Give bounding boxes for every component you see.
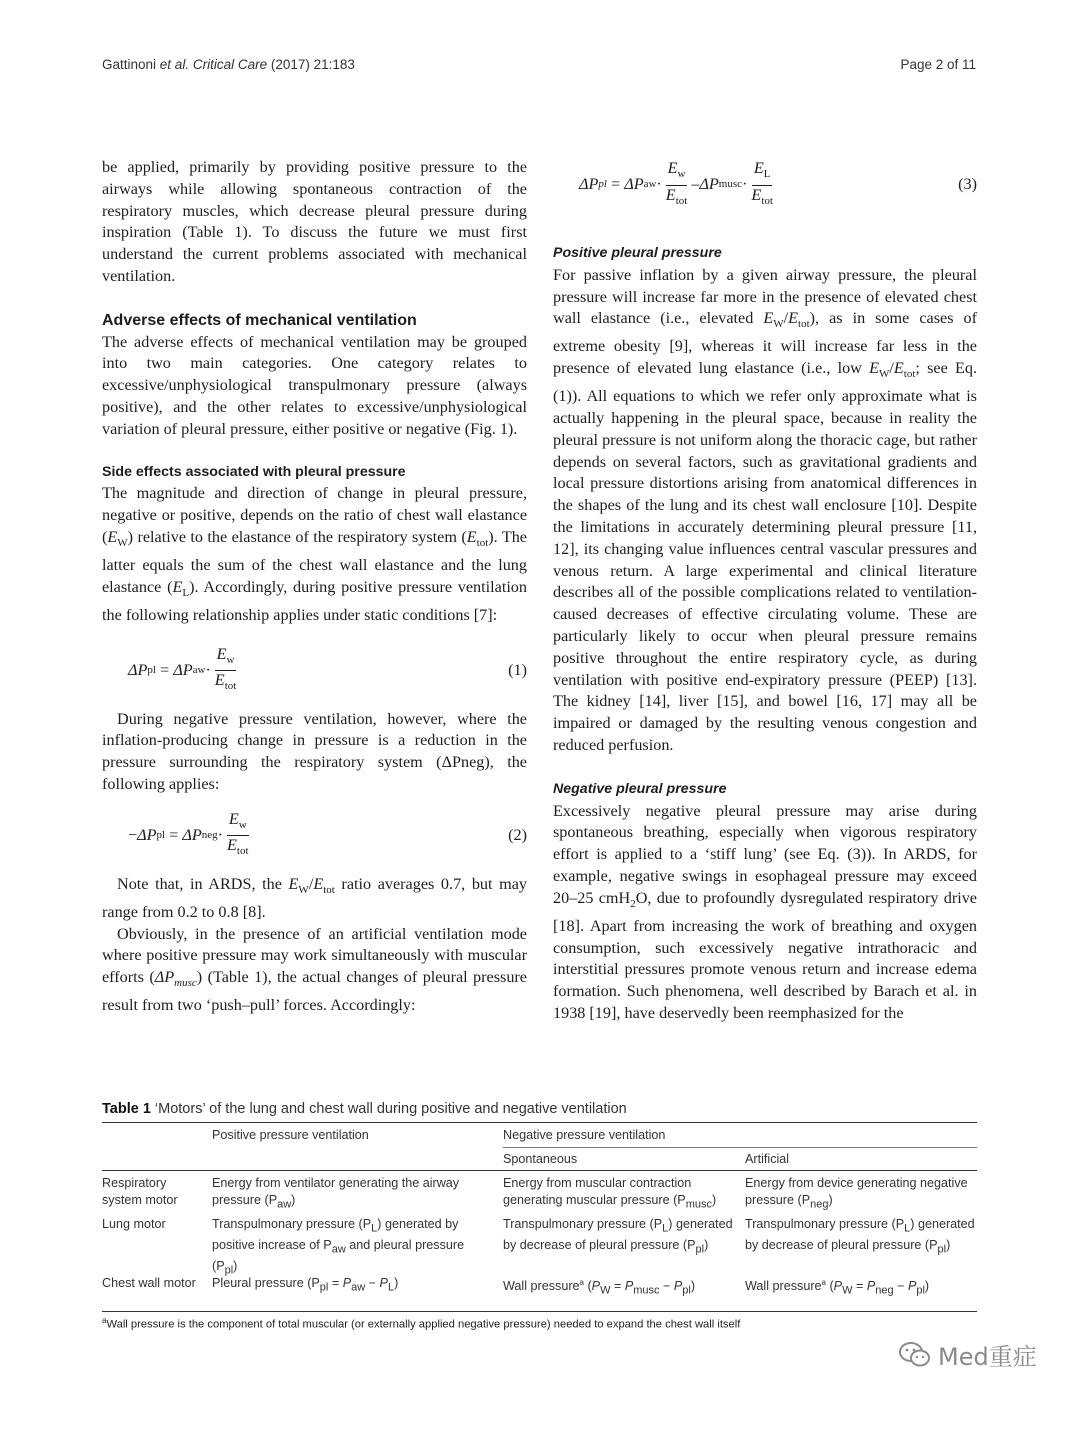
wechat-watermark [898, 1337, 1037, 1372]
table-head-rule [102, 1170, 977, 1171]
section-paragraph: The adverse effects of mechanical ventilation may be grouped into two main categories. One category relates to excessive/unphysiological transpulmonary pressure (always positive), and the other relates to excessive/unphysiological variation of pleural pressure, either positive or negative (Fig. 1). [102, 332, 527, 438]
obviously-paragraph: Obviously, in the presence of an artificial ventilation mode where positive pressure may work simultaneously with muscular efforts $(\Delta P_{musc})$ (Table 1), the actual changes of pleural pressure result from two ‘push–pull’ forces. Accordingly: [102, 924, 527, 1015]
note-paragraph: Note that, in ARDS, the $E_W/E_{tot}$ ratio averages 0.7, but may range from 0.2 to 0.8 [8]. [102, 874, 527, 921]
intro-paragraph: be applied, primarily by providing positive pressure to the airways while allowing spontaneous contraction of the respiratory muscles, which decrease pleural pressure during inspiration (Table 1). To discuss the future we must first understand the current problems associated with mechanical ventilation. [102, 158, 527, 285]
table-cell: Energy from device generating negative pressure $(P_{neg})$ [745, 1176, 968, 1211]
table-cell: Transpulmonary pressure $(P_L)$ generated by decrease of pleural pressure $(P_{pl})$ [503, 1217, 733, 1256]
table-cell: Energy from ventilator generating the airway pressure $(P_{aw})$ [212, 1176, 460, 1211]
wechat-icon [898, 1341, 932, 1369]
table-caption: Table 1 ‘Motors’ of the lung and chest wall during positive and negative ventilation [102, 1101, 627, 1117]
left-column [102, 157, 527, 1017]
page-number: Page 2 of 11 [900, 57, 976, 72]
negative-pleural-heading: Negative pleural pressure [553, 780, 727, 797]
watermark-text: Med重症 [938, 1343, 1037, 1371]
table-head-negative: Negative pressure ventilation [503, 1128, 666, 1142]
right-column [553, 160, 977, 1025]
table-head-spontaneous: Spontaneous [503, 1152, 578, 1166]
table-top-rule [102, 1122, 977, 1123]
negative-ventilation-paragraph: During negative pressure ventilation, however, where the inflation-producing change in pressure is a reduction in the pressure surrounding the respiratory system (ΔPneg), the following applies: [102, 709, 527, 793]
equation-3-number: (3) [958, 175, 977, 194]
table-head-artificial: Artificial [745, 1152, 790, 1166]
table-subhead-rule [503, 1147, 977, 1148]
table-row-label: Chest wall motor [102, 1276, 196, 1290]
table-cell: Energy from muscular contraction generating muscular pressure $(P_{musc})$ [503, 1176, 717, 1211]
negative-pleural-paragraph: Excessively negative pleural pressure may arise during spontaneous breathing, especially when vigorous respiratory effort is applied to a ‘stiff lung’ (see Eq. (3)). In ARDS, for example, negative swings in esophageal pressure may exceed 20–25 cmH$_2$O, due to profoundly dysregulated respiratory drive [18]. Apart from increasing the work of breathing and oxygen consumption, such excessively negative intrathoracic and interstitial pressures promote venous return and increase edema formation. Such phenomena, well described by Barach et al. in 1938 [19], have deservedly been reemphasized for the [553, 801, 977, 1022]
positive-pleural-paragraph: For passive inflation by a given airway pressure, the pleural pressure will increase far more in the presence of elevated chest wall elastance (i.e., elevated $E_W/E_{tot}$), as in some cases of extreme obesity [9], whereas it will increase far less in the presence of elevated lung elastance (i.e., low $E_W/E_{tot}$; see Eq. (1)). All equations to which we refer only approximate what is actually happening in the pleural space, because in reality the pleural pressure is not uniform along the thoracic cage, but rather depends on several factors, such as gravitational gradients and local pressure distortions arising from anatomical differences in the shapes of the lung and its chest wall enclosure [10]. Despite the limitations in accurately determining pleural pressure [11, 12], its changing value influences central vascular pressures and venous return. A large experimental and clinical literature describes all of the possible complications related to ventilation-caused decreases of effective circulating volume. These are particularly likely to occur when pleural pressure remains positive throughout the entire respiratory cycle, as during ventilation with positive end-expiratory pressure (PEEP) [13]. The kidney [14], liver [15], and bowel [16, 17] may all be impaired or damaged by the resulting venous congestion and reduced perfusion. [553, 265, 978, 754]
equation-2-number: (2) [508, 825, 527, 844]
running-header-citation: Gattinoni et al. Critical Care (2017) 21:183 [102, 57, 355, 72]
table-footnote: $^a$Wall pressure is the component of total muscular (or externally applied negative pressure) needed to expand the chest wall itself [102, 1316, 741, 1331]
table-cell: Wall pressure$^a$ $(P_W = P_{neg} - P_{pl})$ [745, 1278, 930, 1297]
table-bottom-rule [102, 1311, 977, 1312]
equation-1: ΔP pl = ΔP aw · $\frac{E_w}{E_{tot}}$ (1) [128, 644, 527, 693]
subsection-heading: Side effects associated with pleural pressure [102, 463, 406, 480]
table-row-label: Lung motor [102, 1217, 166, 1231]
table-head-positive: Positive pressure ventilation [212, 1128, 369, 1142]
section-heading: Adverse effects of mechanical ventilation [102, 311, 417, 329]
table-cell: Pleural pressure $(P_{pl} = P_{aw} - P_L)$ [212, 1276, 399, 1294]
equation-1-number: (1) [508, 660, 527, 679]
table-cell: Transpulmonary pressure $(P_L)$ generated by positive increase of $P_{aw}$ and pleural pressure $(P_{pl})$ [212, 1217, 465, 1277]
table-cell: Wall pressure$^a$ $(P_W = P_{musc} - P_{pl})$ [503, 1278, 696, 1297]
table-row-label: Respiratory system motor [102, 1176, 178, 1207]
positive-pleural-heading: Positive pleural pressure [553, 245, 722, 261]
table-cell: Transpulmonary pressure $(P_L)$ generated by decrease of pleural pressure $(P_{pl})$ [745, 1217, 975, 1256]
subsection-paragraph: The magnitude and direction of change in pleural pressure, negative or positive, depends on the ratio of chest wall elastance $(E_W)$ relative to the elastance of the respiratory system $(E_{tot})$. The latter equals the sum of the chest wall elastance and the lung elastance $(E_L)$. Accordingly, during positive pressure ventilation the following relationship applies under static conditions [7]: [102, 484, 527, 624]
equation-2: − ΔP pl = ΔP neg · $\frac{E_w}{E_{tot}}$ (2) [128, 810, 527, 858]
equation-3: ΔP pl = ΔP aw · $\frac{E_w}{E_{tot}}$ – ΔP musc · $\frac{E_L}{E_{tot}}$ (3) [579, 159, 977, 207]
